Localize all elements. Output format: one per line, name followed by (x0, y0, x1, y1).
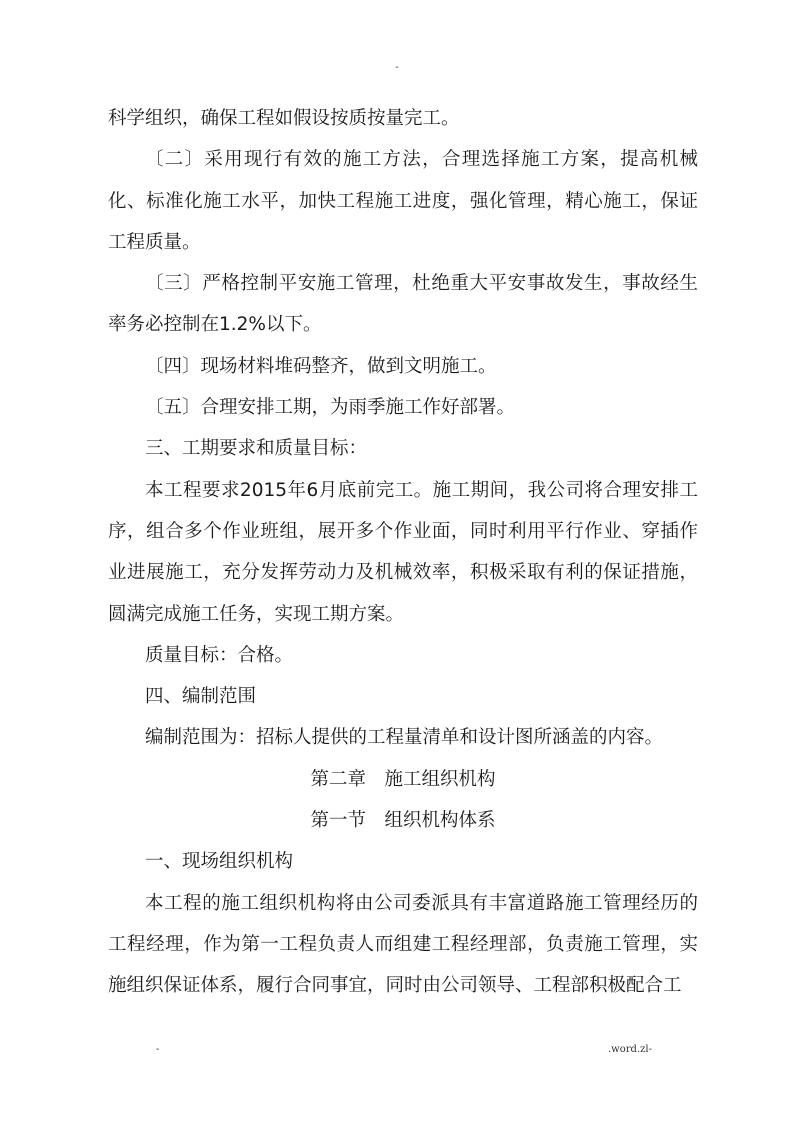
heading-site-organization: 一、现场组织机构 (145, 851, 294, 873)
chapter-title: 第二章 施工组织机构 (310, 768, 496, 790)
paragraph-continuation: 科学组织，确保工程如假设按质按量完工。 (108, 108, 460, 129)
document-body (108, 98, 698, 1007)
heading-scope: 四、编制范围 (145, 686, 257, 708)
page-header-mark: - (395, 62, 399, 73)
heading-schedule-quality: 三、工期要求和质量目标： (145, 438, 368, 460)
page-footer-left: - (156, 1044, 160, 1055)
paragraph-item-2: 〔二〕采用现行有效的施工方法，合理选择施工方案，提高机械化、标准化施工水平，加快工程施工进度，强化管理，精心施工，保证工程质量。 (108, 149, 698, 253)
paragraph-schedule: 本工程要求2015年6月底前完工。施工期间，我公司将合理安排工序，组合多个作业班组，展开多个作业面，同时利用平行作业、穿插作业进展施工，充分发挥劳动力及机械效率，积极采取有利的保证措施，圆满完成施工任务，实现工期方案。 (108, 479, 698, 625)
section-title: 第一节 组织机构体系 (310, 810, 496, 832)
paragraph-item-5: 〔五〕合理安排工期，为雨季施工作好部署。 (145, 397, 516, 419)
paragraph-scope: 编制范围为：招标人提供的工程量清单和设计图所涵盖的内容。 (145, 727, 664, 749)
paragraph-item-4: 〔四〕现场材料堆码整齐，做到文明施工。 (145, 355, 497, 377)
paragraph-item-3: 〔三〕严格控制平安施工管理，杜绝重大平安事故发生，事故经生率务必控制在1.2%以下。 (108, 273, 698, 336)
paragraph-organization: 本工程的施工组织机构将由公司委派具有丰富道路施工管理经历的工程经理，作为第一工程负责人而组建工程经理部，负责施工管理，实施组织保证体系，履行合同事宜，同时由公司领导、工程部积极配合工 (108, 892, 698, 997)
paragraph-quality-target: 质量目标：合格。 (145, 644, 294, 666)
page-footer-right: .word.zl- (608, 1044, 652, 1055)
